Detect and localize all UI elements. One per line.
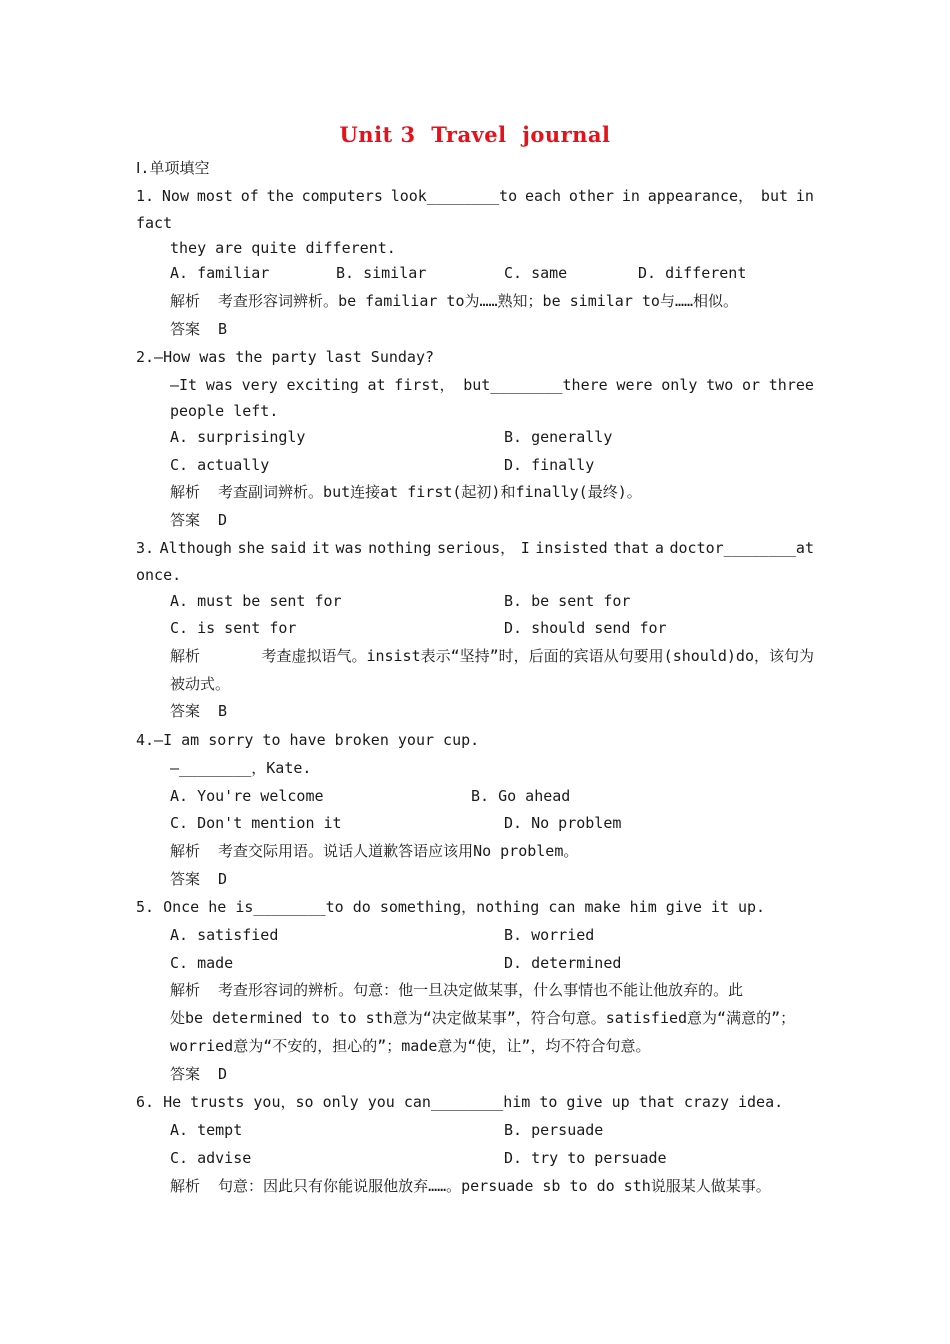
q4-analysis: 解析 考查交际用语。说话人道歉答语应该用No problem。 xyxy=(170,842,579,860)
q3-analysis-line2: 被动式。 xyxy=(170,675,231,693)
q4-option-c: C. Don't mention it xyxy=(170,814,342,832)
q3-analysis-line1: 解析 考查虚拟语气。insist表示“坚持”时，后面的宾语从句要用(should)do，该句为 xyxy=(170,647,814,665)
q1-analysis: 解析 考查形容词辨析。be familiar to为……熟知；be similar to与……相似。 xyxy=(170,292,739,310)
q1-stem-line3: they are quite different. xyxy=(170,239,396,257)
section-heading: Ⅰ.单项填空 xyxy=(136,159,210,177)
q2-option-a: A. surprisingly xyxy=(170,428,306,446)
q6-option-c: C. advise xyxy=(170,1149,252,1167)
q1-option-d: D. different xyxy=(638,264,747,282)
q2-option-b: B. generally xyxy=(504,428,613,446)
q5-analysis-line3: worried意为“不安的，担心的”；made意为“使，让”，均不符合句意。 xyxy=(170,1037,651,1055)
q5-stem-line1: 5. Once he is________to do something，nothing can make him give it up. xyxy=(136,898,766,916)
q1-answer: 答案 B xyxy=(170,320,228,338)
q3-stem-line2: once. xyxy=(136,566,182,584)
q4-stem-line2: —________，Kate. xyxy=(170,759,312,777)
q6-option-b: B. persuade xyxy=(504,1121,604,1139)
q1-stem-line1: 1. Now most of the computers look________to each other in appearance， but in xyxy=(136,187,814,205)
q3-option-d: D. should send for xyxy=(504,619,667,637)
q4-option-d: D. No problem xyxy=(504,814,622,832)
q2-option-c: C. actually xyxy=(170,456,270,474)
q2-analysis: 解析 考查副词辨析。but连接at first(起初)和finally(最终)。 xyxy=(170,483,642,501)
q5-option-a: A. satisfied xyxy=(170,926,279,944)
q5-option-b: B. worried xyxy=(504,926,595,944)
q3-option-b: B. be sent for xyxy=(504,592,631,610)
q2-option-d: D. finally xyxy=(504,456,595,474)
q1-stem-line2: fact xyxy=(136,214,173,232)
q2-answer: 答案 D xyxy=(170,511,228,529)
q6-option-a: A. tempt xyxy=(170,1121,243,1139)
q1-option-c: C. same xyxy=(504,264,568,282)
q4-option-a: A. You're welcome xyxy=(170,787,324,805)
q2-stem-line1: 2.—How was the party last Sunday? xyxy=(136,348,435,366)
q3-option-c: C. is sent for xyxy=(170,619,297,637)
q3-option-a: A. must be sent for xyxy=(170,592,342,610)
q1-option-a: A. familiar xyxy=(170,264,270,282)
q5-option-d: D. determined xyxy=(504,954,622,972)
q5-answer: 答案 D xyxy=(170,1065,228,1083)
q3-stem-line1: 3. Although she said it was nothing serious， I insisted that a doctor________at xyxy=(136,539,814,557)
q3-answer: 答案 B xyxy=(170,702,228,720)
q2-stem-line3: people left. xyxy=(170,402,279,420)
q5-option-c: C. made xyxy=(170,954,234,972)
q5-analysis-line2: 处be determined to to sth意为“决定做某事”，符合句意。satisfied意为“满意的”； xyxy=(170,1009,796,1027)
q6-stem-line1: 6. He trusts you，so only you can________him to give up that crazy idea. xyxy=(136,1093,784,1111)
q6-analysis: 解析 句意：因此只有你能说服他放弃……。persuade sb to do sth说服某人做某事。 xyxy=(170,1177,771,1195)
q4-stem-line1: 4.—I am sorry to have broken your cup. xyxy=(136,731,480,749)
q5-analysis-line1: 解析 考查形容词的辨析。句意：他一旦决定做某事，什么事情也不能让他放弃的。此 xyxy=(170,981,744,999)
q1-option-b: B. similar xyxy=(336,264,427,282)
page-title: Unit 3 Travel journal xyxy=(339,122,611,147)
q6-option-d: D. try to persuade xyxy=(504,1149,667,1167)
q2-stem-line2: —It was very exciting at first， but________there were only two or three xyxy=(170,376,814,394)
q4-answer: 答案 D xyxy=(170,870,228,888)
q4-option-b: B. Go ahead xyxy=(471,787,571,805)
